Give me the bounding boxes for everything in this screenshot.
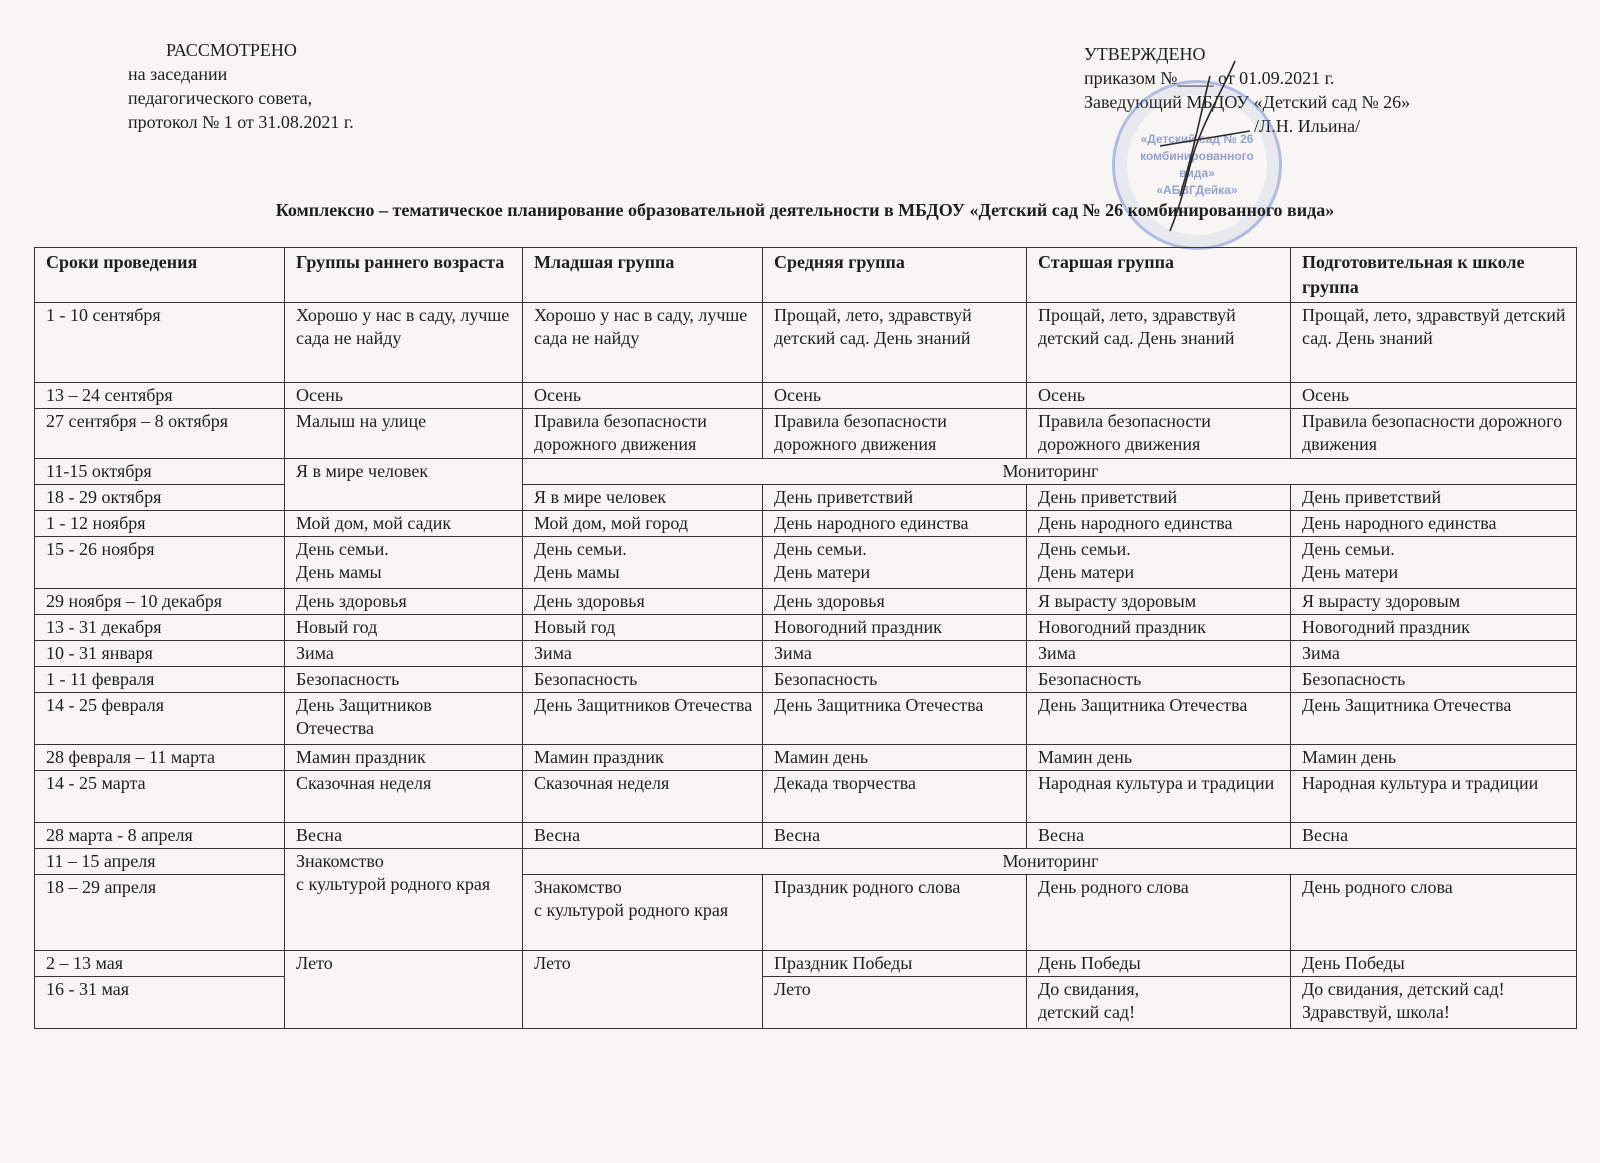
table-header-row [35,248,1577,303]
table-cell: Зима [763,641,1027,667]
table-cell: День приветствий [1027,485,1291,511]
table-cell: День семьи. День матери [1027,537,1291,589]
table-cell-date: 15 - 26 ноября [35,537,285,589]
table-cell: Знакомство с культурой родного края [523,875,763,951]
table-cell-date: 18 - 29 октября [35,485,285,511]
table-row [35,511,1577,537]
table-cell-date: 1 - 10 сентября [35,303,285,383]
table-cell: Осень [763,383,1027,409]
table-cell: Декада творчества [763,771,1027,823]
table-cell: Зима [1027,641,1291,667]
table-cell: День Защитника Отечества [763,693,1027,745]
table-row [35,383,1577,409]
table-row [35,589,1577,615]
table-cell: Прощай, лето, здравствуй детский сад. День знаний [1027,303,1291,383]
table-cell: Я вырасту здоровым [1027,589,1291,615]
table-cell: Прощай, лето, здравствуй детский сад. День знаний [1291,303,1577,383]
table-cell: Прощай, лето, здравствуй детский сад. День знаний [763,303,1027,383]
table-cell: День Победы [1027,951,1291,977]
table-row [35,641,1577,667]
table-cell: День приветствий [1291,485,1577,511]
table-cell: Сказочная неделя [285,771,523,823]
table-cell: День здоровья [523,589,763,615]
table-row [35,303,1577,383]
table-cell: Безопасность [523,667,763,693]
table-cell: Лето [763,977,1027,1029]
table-cell: Правила безопасности дорожного движения [1291,409,1577,459]
table-cell: День Защитника Отечества [1027,693,1291,745]
table-cell: Новогодний праздник [1027,615,1291,641]
reviewed-line-2: на заседании [128,64,228,84]
table-cell: Зима [523,641,763,667]
table-cell: Мамин праздник [523,745,763,771]
table-row [35,667,1577,693]
stamp-line-1: «Детский сад № 26 [1140,132,1254,146]
table-cell: Лето [285,951,523,1029]
approved-signature-name: /Л.Н. Ильина/ [1254,116,1361,136]
table-cell-date: 10 - 31 января [35,641,285,667]
table-cell: День Победы [1291,951,1577,977]
table-cell: Малыш на улице [285,409,523,459]
table-cell: День Защитников Отечества [285,693,523,745]
table-cell: Мамин день [1027,745,1291,771]
table-cell: День здоровья [763,589,1027,615]
table-cell-date: 14 - 25 февраля [35,693,285,745]
table-cell: День родного слова [1027,875,1291,951]
monitoring-cell: Мониторинг [523,849,1577,875]
table-cell: Мамин праздник [285,745,523,771]
table-row [35,823,1577,849]
table-cell: Зима [285,641,523,667]
table-cell: Я в мире человек [285,459,523,511]
table-cell: До свидания, детский сад! Здравствуй, школа! [1291,977,1577,1029]
table-row [35,951,1577,977]
approval-block-reviewed [128,38,354,134]
table-cell: День здоровья [285,589,523,615]
table-cell: Новогодний праздник [1291,615,1577,641]
table-cell: День семьи. День мамы [285,537,523,589]
table-cell: Знакомство с культурой родного края [285,849,523,951]
table-row [35,977,1577,1029]
table-cell: День семьи. День матери [763,537,1027,589]
table-row [35,849,1577,875]
table-cell: Новогодний праздник [763,615,1027,641]
table-cell: День семьи. День матери [1291,537,1577,589]
reviewed-label: РАССМОТРЕНО [166,40,297,60]
table-cell: Весна [1027,823,1291,849]
table-cell: Осень [1027,383,1291,409]
table-cell: Народная культура и традиции [1291,771,1577,823]
stamp-line-4: «АБВГДейка» [1156,183,1238,197]
table-cell: Правила безопасности дорожного движения [523,409,763,459]
reviewed-protocol: протокол № 1 от 31.08.2021 г. [128,112,354,132]
table-cell: День семьи. День мамы [523,537,763,589]
table-cell: Праздник родного слова [763,875,1027,951]
table-cell: Безопасность [285,667,523,693]
table-row [35,615,1577,641]
table-row [35,537,1577,589]
thematic-plan-table [34,247,1577,1029]
table-cell-date: 1 - 12 ноября [35,511,285,537]
table-cell: Весна [285,823,523,849]
table-cell: День Защитника Отечества [1291,693,1577,745]
table-cell-date: 18 – 29 апреля [35,875,285,951]
table-cell: Мой дом, мой садик [285,511,523,537]
table-cell: Лето [523,951,763,1029]
table-cell: Мой дом, мой город [523,511,763,537]
table-cell: День родного слова [1291,875,1577,951]
approved-head: Заведующий МБДОУ «Детский сад № 26» [1084,92,1411,112]
table-cell: Правила безопасности дорожного движения [1027,409,1291,459]
table-cell: День народного единства [1027,511,1291,537]
table-cell: Новый год [523,615,763,641]
table-cell-date: 27 сентября – 8 октября [35,409,285,459]
table-cell: Весна [763,823,1027,849]
table-cell: До свидания, детский сад! [1027,977,1291,1029]
table-cell: Осень [523,383,763,409]
table-cell: Я вырасту здоровым [1291,589,1577,615]
header-middle: Средняя группа [763,248,1027,303]
document-title: Комплексно – тематическое планирование образовательной деятельности в МБДОУ «Детский сад № 26 комбинированного вида» [275,200,1335,220]
table-cell: Хорошо у нас в саду, лучше сада не найду [285,303,523,383]
table-row [35,771,1577,823]
table-cell: День Защитников Отечества [523,693,763,745]
table-cell: Безопасность [1027,667,1291,693]
table-row [35,745,1577,771]
table-cell: День приветствий [763,485,1027,511]
table-cell: Народная культура и традиции [1027,771,1291,823]
table-cell: День народного единства [763,511,1027,537]
table-cell-date: 13 – 24 сентября [35,383,285,409]
stamp-line-3: вида» [1179,166,1215,180]
table-cell: День народного единства [1291,511,1577,537]
table-cell: Хорошо у нас в саду, лучше сада не найду [523,303,763,383]
table-cell: Мамин день [1291,745,1577,771]
table-cell: Безопасность [1291,667,1577,693]
table-cell-date: 28 марта - 8 апреля [35,823,285,849]
table-cell-date: 29 ноября – 10 декабря [35,589,285,615]
table-cell: Осень [285,383,523,409]
table-cell: Весна [1291,823,1577,849]
header-early-age: Группы раннего возраста [285,248,523,303]
header-preparatory: Подготовительная к школе группа [1291,248,1577,303]
table-row [35,485,1577,511]
table-cell-date: 13 - 31 декабря [35,615,285,641]
table-cell: Весна [523,823,763,849]
approved-order: приказом №____ от 01.09.2021 г. [1084,68,1335,88]
table-cell: Праздник Победы [763,951,1027,977]
table-cell-date: 28 февраля – 11 марта [35,745,285,771]
approved-label: УТВЕРЖДЕНО [1084,44,1206,64]
table-cell-date: 11-15 октября [35,459,285,485]
table-row [35,409,1577,459]
table-cell: Безопасность [763,667,1027,693]
table-cell: Сказочная неделя [523,771,763,823]
table-cell: Осень [1291,383,1577,409]
table-cell-date: 14 - 25 марта [35,771,285,823]
monitoring-cell: Мониторинг [523,459,1577,485]
header-dates: Сроки проведения [35,248,285,303]
table-row [35,693,1577,745]
table-cell-date: 16 - 31 мая [35,977,285,1029]
table-cell: Мамин день [763,745,1027,771]
header-junior: Младшая группа [523,248,763,303]
table-cell-date: 1 - 11 февраля [35,667,285,693]
stamp-line-2: комбинированного [1140,149,1254,163]
table-cell: Новый год [285,615,523,641]
table-cell: Я в мире человек [523,485,763,511]
reviewed-line-3: педагогического совета, [128,88,313,108]
table-cell-date: 11 – 15 апреля [35,849,285,875]
table-cell: Зима [1291,641,1577,667]
table-cell: Правила безопасности дорожного движения [763,409,1027,459]
header-senior: Старшая группа [1027,248,1291,303]
table-row [35,875,1577,951]
table-cell-date: 2 – 13 мая [35,951,285,977]
table-row [35,459,1577,485]
